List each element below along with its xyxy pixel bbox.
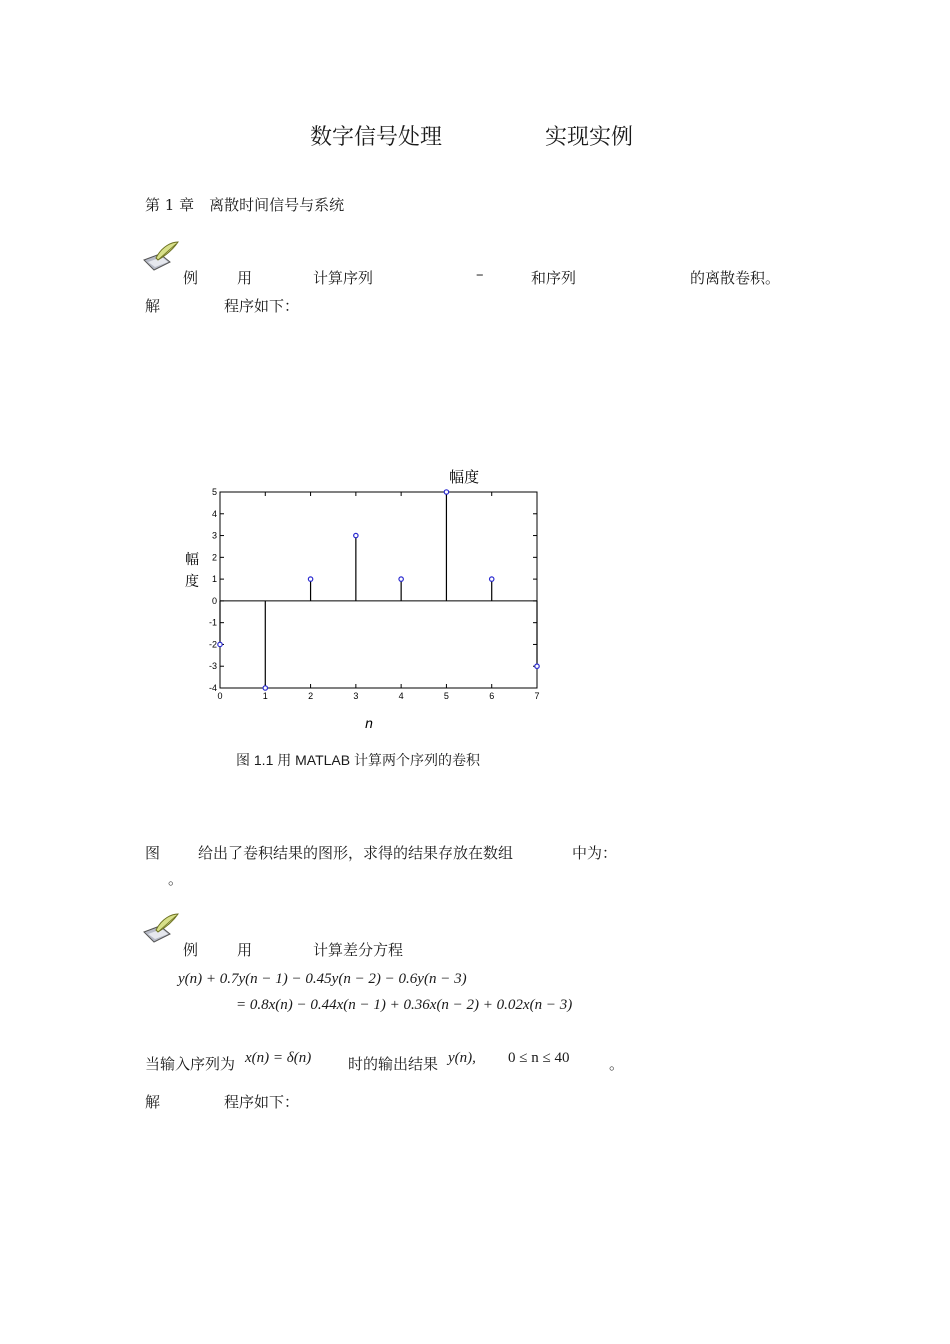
equation-line2: = 0.8x(n) − 0.44x(n − 1) + 0.36x(n − 2) + 0.02x(n − 3) bbox=[236, 997, 573, 1013]
x-tick-label: 6 bbox=[489, 691, 495, 701]
stem-marker bbox=[308, 577, 312, 581]
condition-output: y(n), bbox=[448, 1050, 476, 1066]
example1-prefix: 例 bbox=[183, 269, 199, 287]
example1-end: 的离散卷积。 bbox=[690, 269, 781, 287]
condition-input: x(n) = δ(n) bbox=[245, 1050, 312, 1066]
y-axis-label: 度 bbox=[185, 573, 199, 589]
x-tick-label: 4 bbox=[398, 691, 404, 701]
example1-dash: – bbox=[476, 265, 484, 283]
quill-pen-icon bbox=[140, 240, 180, 274]
stem-marker bbox=[218, 642, 222, 646]
page-title-left: 数字信号处理 bbox=[310, 125, 443, 150]
stem-marker bbox=[399, 577, 403, 581]
y-axis-label: 幅 bbox=[185, 551, 199, 567]
stem-marker bbox=[444, 490, 448, 494]
paragraph1-text: 给出了卷积结果的图形，求得的结果存放在数组 bbox=[198, 844, 514, 862]
quill-pen-icon bbox=[140, 912, 180, 946]
x-tick-label: 2 bbox=[308, 691, 314, 701]
y-tick-label: 0 bbox=[211, 595, 217, 606]
solution1-text: 程序如下： bbox=[224, 297, 300, 315]
y-tick-label: -3 bbox=[208, 661, 217, 672]
y-tick-label: -4 bbox=[208, 683, 217, 693]
x-tick-label: 3 bbox=[353, 691, 359, 701]
x-tick-label: 5 bbox=[443, 691, 449, 701]
page-title-right: 实现实例 bbox=[545, 125, 634, 150]
example2-use: 用 bbox=[237, 941, 253, 959]
x-tick-label: 1 bbox=[262, 691, 268, 701]
equation-line1: y(n) + 0.7y(n − 1) − 0.45y(n − 2) − 0.6y(n − 3) bbox=[178, 971, 467, 987]
y-tick-label: -2 bbox=[208, 639, 217, 650]
paragraph1-period: 。 bbox=[168, 870, 184, 888]
stem-marker bbox=[354, 533, 358, 537]
paragraph1-fig: 图 bbox=[145, 844, 161, 862]
condition-mid: 时的输出结果 bbox=[348, 1055, 439, 1073]
solution2-label: 解 bbox=[145, 1093, 161, 1111]
example1-use: 用 bbox=[237, 269, 253, 287]
example1-compute: 计算序列 bbox=[313, 269, 374, 287]
y-tick-label: 5 bbox=[211, 487, 217, 497]
condition-end: 。 bbox=[609, 1055, 625, 1073]
plot-frame bbox=[220, 492, 537, 688]
y-tick-label: 4 bbox=[211, 508, 217, 519]
solution2-text: 程序如下： bbox=[224, 1093, 300, 1111]
chart-title: 幅度 bbox=[449, 469, 480, 486]
condition-lead: 当输入序列为 bbox=[145, 1055, 236, 1073]
example2-prefix: 例 bbox=[183, 941, 199, 959]
x-tick-label: 7 bbox=[534, 691, 540, 701]
x-tick-label: 0 bbox=[217, 691, 223, 701]
example1-and-seq: 和序列 bbox=[531, 269, 577, 287]
paragraph1-tail: 中为： bbox=[572, 844, 618, 862]
x-axis-label: n bbox=[365, 715, 373, 731]
y-tick-label: -1 bbox=[208, 617, 217, 628]
example2-text: 计算差分方程 bbox=[313, 941, 404, 959]
stem-marker bbox=[263, 686, 267, 690]
stem-marker bbox=[490, 577, 494, 581]
convolution-stem-chart bbox=[170, 460, 570, 750]
chapter-heading: 第 1 章 离散时间信号与系统 bbox=[145, 196, 345, 214]
figure-caption: 图 1.1 用 MATLAB 计算两个序列的卷积 bbox=[236, 752, 480, 768]
y-tick-label: 1 bbox=[211, 574, 217, 585]
solution1-label: 解 bbox=[145, 297, 161, 315]
condition-range: 0 ≤ n ≤ 40 bbox=[508, 1050, 570, 1066]
y-tick-label: 2 bbox=[211, 552, 217, 563]
stem-marker bbox=[535, 664, 539, 668]
y-tick-label: 3 bbox=[211, 530, 217, 541]
